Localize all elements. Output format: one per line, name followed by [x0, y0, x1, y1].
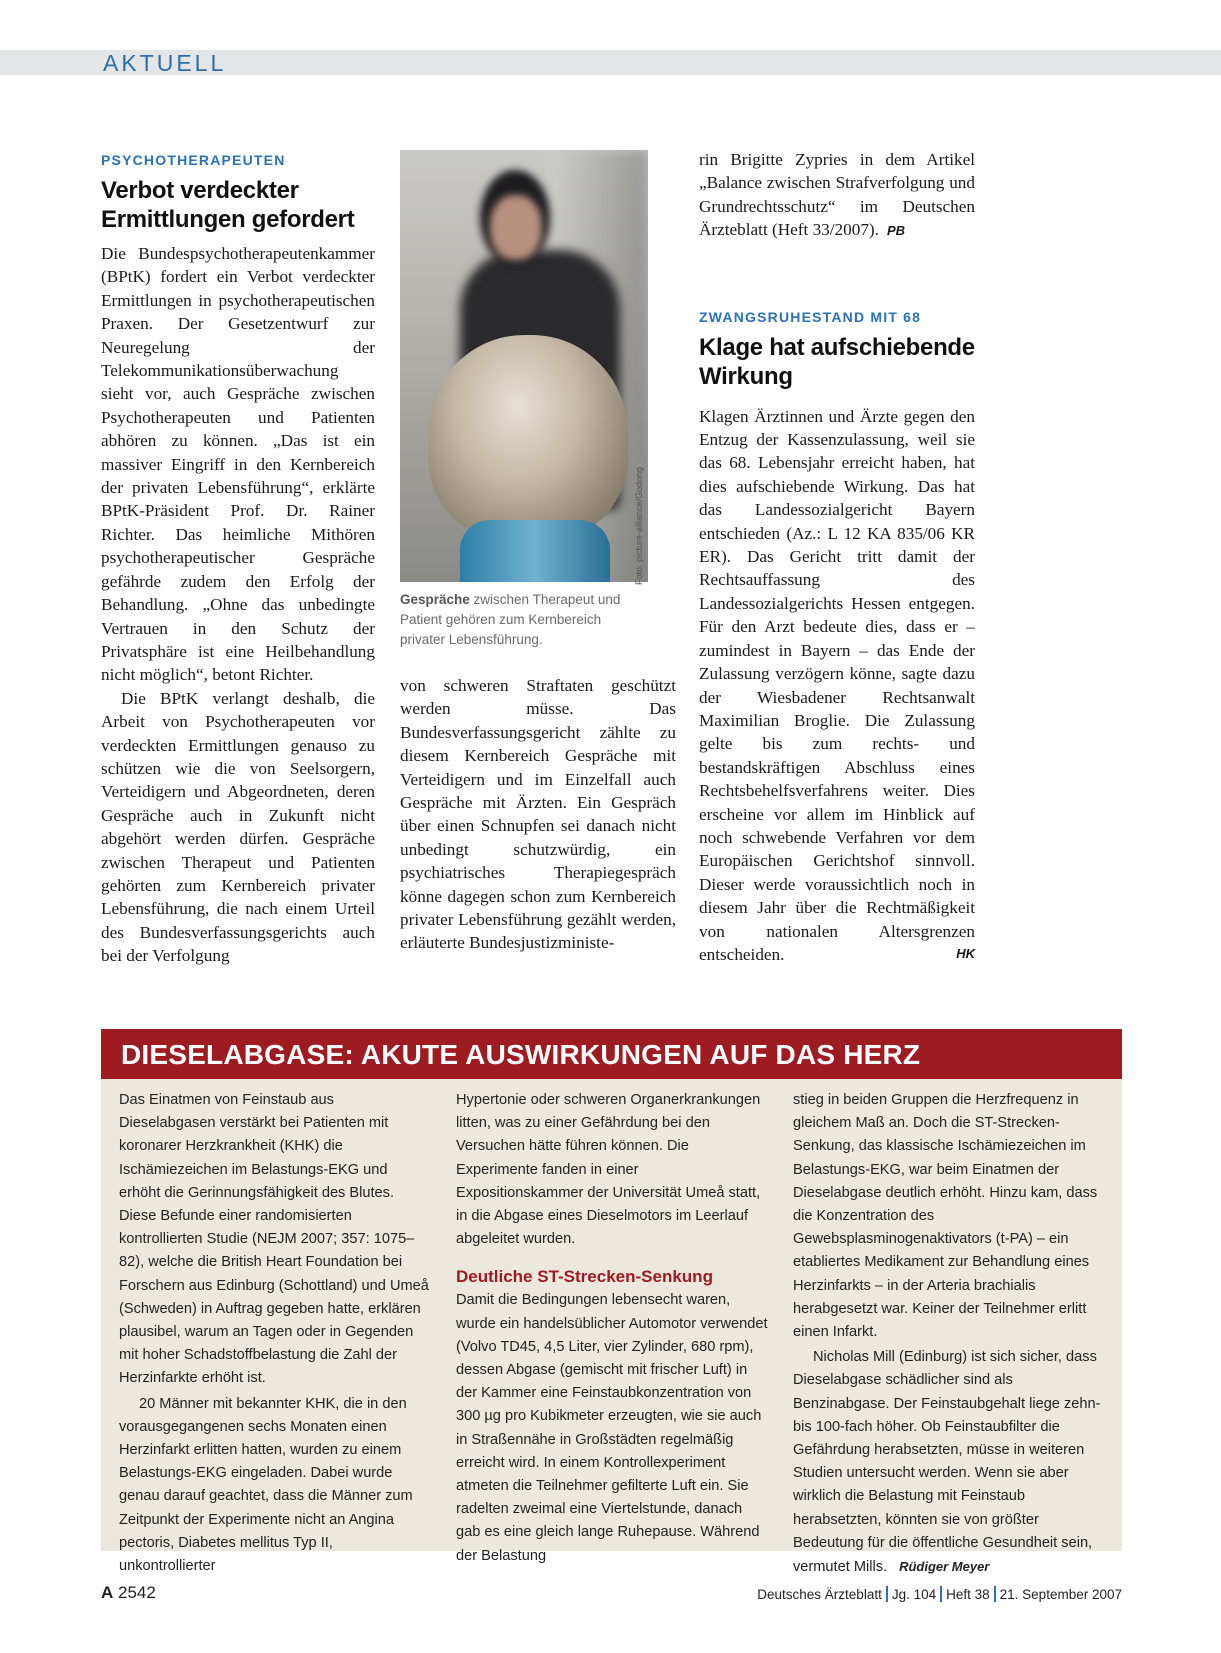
article1-byline: PB	[886, 223, 905, 239]
journal-date: 21. September 2007	[999, 1587, 1122, 1602]
journal-volume: Jg. 104	[891, 1587, 937, 1602]
article-column-1	[101, 150, 375, 968]
box-subhead: Deutliche ST-Strecken-Senkung	[456, 1267, 713, 1287]
article1-paragraph: Die Bundespsychotherapeutenkammer (BPtK) fordert ein Verbot verdeckter Ermittlungen in psychotherapeutischen Praxen. Der Gesetzentwurf zur Neuregelung der Telekommunikationsüberwachung sieht vor, auch Gespräche zwischen Psychotherapeuten und Patienten abhören zu können. „Das ist ein massiver Eingriff in den Kernbereich der privaten Lebensführung“, erklärte BPtK-Präsident Prof. Dr. Rainer Richter. Das heimliche Mithören psychotherapeutischer Gespräche gefährde zudem den Erfolg der Behandlung. „Ohne das unbedingte Vertrauen in den Schutz der Privatsphäre ist eine Heilbehandlung nicht möglich“, betont Richter.	[101, 244, 375, 685]
article1-body	[101, 242, 375, 968]
article1-headline: Verbot verdeckter Ermittlungen gefordert	[101, 177, 355, 233]
box-paragraph: Nicholas Mill (Edinburg) ist sich sicher, dass Dieselabgase schädlicher sind als Benzinabgase. Der Feinstaubgehalt liege zehn- bis 100-fach höher. Ob Feinstaubfilter die Gefährdung herabsetzten, müsse in weiteren Studien untersucht werden. Wenn sie aber wirklich die Belastung mit Feinstaub herabsetzten, könnten sie von größter Bedeutung für die öffentliche Gesundheit sein, vermutet Mills.	[793, 1349, 1101, 1576]
article2-body	[699, 405, 975, 967]
box-paragraph: 20 Männer mit bekannter KHK, die in den vorausgegangenen sechs Monaten einen Herzinfarkt erlitten hatten, wurden zu einem Belastungs-EKG eingeladen. Dabei wurde genau darauf geachtet, dass die Männer zum Zeitpunkt der Experimente nicht an Angina pectoris, Diabetes mellitus Typ II, unkontrollierter	[119, 1395, 413, 1575]
article-column-3	[699, 150, 975, 966]
page-number: A 2542	[101, 1583, 156, 1602]
box-column-1	[119, 1089, 431, 1578]
box-column-3	[793, 1089, 1105, 1579]
article1-body-end	[699, 148, 975, 243]
journal-name: Deutsches Ärzteblatt	[757, 1587, 882, 1602]
section-label: AKTUELL	[103, 50, 227, 76]
box-paragraph: Hypertonie oder schweren Organerkrankungen litten, was zu einer Gefährdung bei den Versuchen hätte führen können. Die Experimente fanden in einer Expositionskammer der Universität Umeå statt, in die Abgase eines Dieselmotors im Leerlauf abgeleitet wurden.	[456, 1092, 761, 1248]
article2-paragraph: Klagen Ärztinnen und Ärzte gegen den Entzug der Kassenzulassung, weil sie das 68. Lebensjahr erreicht haben, hat dies aufschiebende Wirkung. Das hat das Landessozialgericht Bayern entschieden (Az.: L 12 KA 835/06 KR ER). Das Gericht tritt damit der Rechtsauffassung des Landessozialgerichts Hessen entgegen. Für den Arzt bedeute dies, dass er – zumindest in Bayern – das Ende der Zulassung verzögern könne, sagte dazu der Wiesbadener Rechtsanwalt Maximilian Broglie. Die Zulassung gelte bis zum rechts- und bestandskräftigen Abschluss eines Rechtsbehelfsverfahrens weiter. Dies erscheine vor allem im Hinblick auf noch schwebende Verfahren vor dem Europäischen Gerichtshof sinnvoll. Dieser werde voraussichtlich noch in diesem Jahr über die Rechtmäßigkeit von nationalen Altersgrenzen entscheiden.	[699, 406, 975, 964]
article1-paragraph: rin Brigitte Zypries in dem Artikel „Balance zwischen Strafverfolgung und Grundrechtsschutz“ im Deutschen Ärzteblatt (Heft 33/2007).	[699, 150, 975, 240]
box-paragraph: Das Einatmen von Feinstaub aus Dieselabgasen verstärkt bei Patienten mit koronarer Herzkrankheit (KHK) die Ischämiezeichen im Belastungs-EKG und erhöht die Gerinnungsfähigkeit des Blutes. Diese Befunde einer randomisierten kontrollierten Studie (NEJM 2007; 357: 1075–82), welche die British Heart Foundation bei Forschern aus Edinburg (Schottland) und Umeå (Schweden) in Auftrag gegeben hatte, erklären plausibel, warum an Tagen oder in Gegenden mit hoher Schadstoffbelastung die Zahl der Herzinfarkte erhöht ist.	[119, 1092, 429, 1387]
article1-paragraph: von schweren Straftaten geschützt werden müsse. Das Bundesverfassungsgericht zählte zu diesem Kernbereich Gespräche mit Verteidigern und im Einzelfall auch Gespräche mit Ärzten. Ein Gespräch über einen Schnupfen sei danach nicht unbedingt schutzwürdig, ein psychiatrisches Therapiegespräch könne dagegen schon zum Kernbereich privater Lebensführung gezählt werden, erläuterte Bundesjustizministe-	[400, 676, 676, 953]
photo-caption: Gespräche zwischen Therapeut und Patient gehören zum Kernbereich privater Lebensführung.	[400, 592, 621, 647]
journal-info	[757, 1586, 1122, 1602]
therapy-photo	[400, 150, 648, 582]
dieselabgase-box	[101, 1029, 1122, 1576]
article2-kicker: ZWANGSRUHESTAND MIT 68	[699, 308, 922, 325]
box-title: DIESELABGASE: AKUTE AUSWIRKUNGEN AUF DAS HERZ	[121, 1039, 921, 1070]
article2-headline: Klage hat aufschiebende Wirkung	[699, 333, 975, 390]
journal-issue: Heft 38	[946, 1587, 990, 1602]
box-header	[101, 1029, 1122, 1079]
article1-kicker: PSYCHOTHERAPEUTEN	[101, 152, 286, 168]
article1-paragraph: Die BPtK verlangt deshalb, die Arbeit von Psychotherapeuten vor verdeckten Ermittlungen genauso zu schützen wie die von Seelsorgern, Verteidigern und Abgeordneten, deren Gespräche auch in Zukunft nicht abgehört werden dürfen. Gespräche zwischen Therapeut und Patienten gehörten zum Kernbereich privater Lebensführung, die nach einem Urteil des Bundesverfassungsgerichts auch bei der Verfolgung	[101, 688, 375, 966]
article1-body-continued	[400, 674, 676, 955]
box-paragraph: Damit die Bedingungen lebensecht waren, wurde ein handelsüblicher Automotor verwendet (Volvo TD45, 4,5 Liter, vier Zylinder, 680 rpm), dessen Abgase (gemischt mit frischer Luft) in der Kammer eine Feinstaubkonzentration von 300 µg pro Kubikmeter erzeugten, wie sie auch in Straßennähe in Großstädten regelmäßig erreicht wird. In einem Kontrollexperiment atmeten die Teilnehmer gefilterte Luft ein. Sie radelten zweimal eine Viertelstunde, danach gab es eine gleich lange Ruhepause. Während der Belastung	[456, 1292, 768, 1564]
box-column-2	[456, 1089, 768, 1568]
photo-credit: Foto: picture-alliance/Godong	[634, 466, 644, 585]
box-byline: Rüdiger Meyer	[899, 1559, 990, 1575]
box-paragraph: stieg in beiden Gruppen die Herzfrequenz in gleichem Maß an. Doch die ST-Strecken-Senkung, das klassische Ischämiezeichen im Belastungs-EKG, war beim Einatmen der Dieselabgase deutlich erhöht. Hinzu kam, dass die Konzentration des Gewebsplasminogenaktivators (t-PA) – ein etabliertes Medikament zur Behandlung eines Herzinfarkts – in der Arteria brachialis herabgesetzt war. Keiner der Teilnehmer erlitt einen Infarkt.	[793, 1092, 1098, 1341]
article2-byline: HK	[956, 946, 975, 962]
